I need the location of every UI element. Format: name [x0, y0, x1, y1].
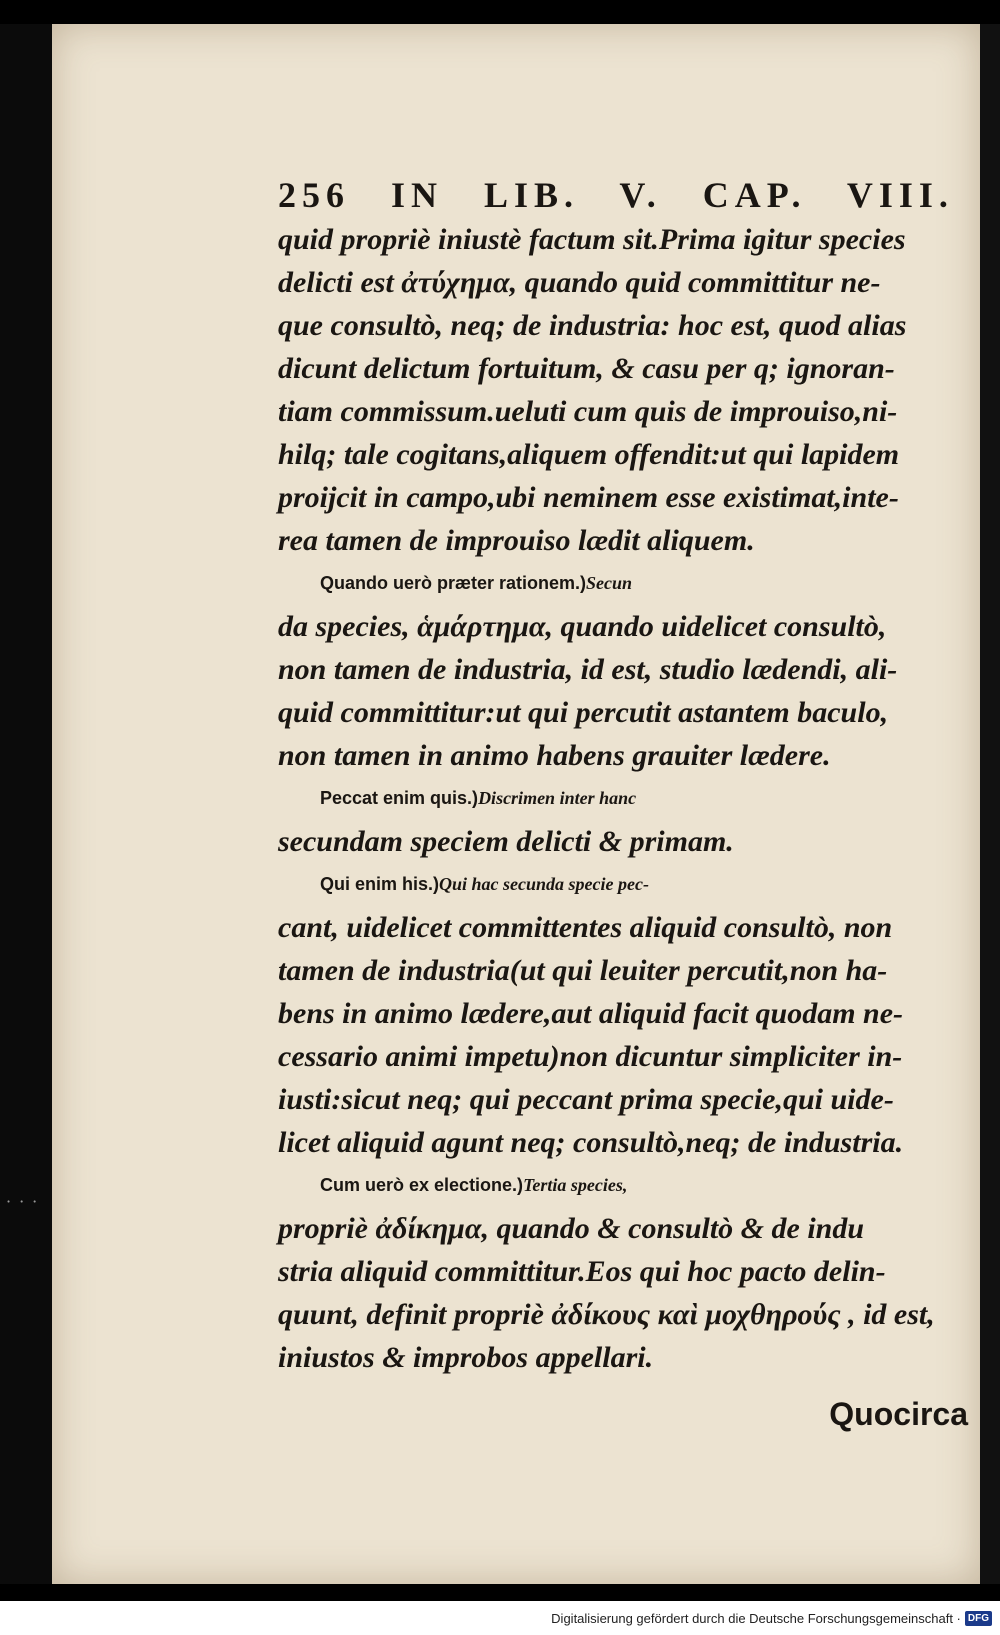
line-text: Qui hac secunda specie pec-	[439, 874, 649, 894]
line-text: hilq; tale cogitans,aliquem offendit:ut qui lapidem	[278, 438, 900, 471]
text-line	[278, 562, 978, 605]
line-text: proijcit in campo,ubi neminem esse existimat,inte-	[278, 481, 899, 514]
line-text: quid committitur:ut qui percutit astantem baculo,	[278, 696, 889, 729]
line-text: bens in animo lædere,aut aliquid facit quodam ne-	[278, 997, 904, 1030]
line-text: tamen de industria(ut qui leuiter percutit,non ha-	[278, 954, 888, 987]
running-header	[278, 174, 978, 216]
line-text: delicti est ἀτύχημα, quando quid committitur ne-	[278, 266, 881, 299]
line-text: Secun	[586, 573, 633, 593]
line-text: quid propriè iniustè factum sit.Prima igitur species	[278, 223, 906, 256]
text-line	[278, 906, 978, 949]
line-text: licet aliquid agunt neq; consultò,neq; de industria.	[278, 1126, 904, 1159]
text-line	[278, 648, 978, 691]
text-line	[278, 734, 978, 777]
text-line	[278, 1250, 978, 1293]
header-in: IN	[391, 175, 444, 215]
lemma: Qui enim his.)	[320, 874, 440, 894]
text-line	[278, 1121, 978, 1164]
text-line	[278, 476, 978, 519]
text-line	[278, 1293, 978, 1336]
lemma: Quando uerò præter rationem.)	[320, 573, 587, 593]
text-line	[278, 820, 978, 863]
header-chapter: VIII.	[846, 175, 954, 215]
catchword: Quocirca	[829, 1396, 968, 1432]
line-text: iniustos & improbos appellari.	[278, 1341, 654, 1374]
text-line	[278, 1164, 978, 1207]
text-line	[278, 347, 978, 390]
text-line	[278, 992, 978, 1035]
text-line	[278, 390, 978, 433]
line-text: que consultò, neq; de industria: hoc est, quod alias	[278, 309, 907, 342]
text-line	[278, 1336, 978, 1379]
header-cap: CAP.	[702, 175, 807, 215]
lemma: Cum uerò ex electione.)	[320, 1175, 524, 1195]
page-gutter	[0, 24, 52, 1584]
text-body	[278, 218, 978, 1379]
text-line	[278, 1035, 978, 1078]
digitization-footer	[0, 1601, 1000, 1635]
line-text: non tamen in animo habens grauiter lædere.	[278, 739, 831, 772]
line-text: stria aliquid committitur.Eos qui hoc pacto delin-	[278, 1255, 886, 1288]
line-text: non tamen de industria, id est, studio lædendi, ali-	[278, 653, 898, 686]
line-text: dicunt delictum fortuitum, & casu per q; ignoran-	[278, 352, 895, 385]
line-text: cessario animi impetu)non dicuntur simpliciter in-	[278, 1040, 903, 1073]
lemma: Peccat enim quis.)	[320, 788, 479, 808]
line-text: propriè ἀδίκημα, quando & consultò & de indu	[278, 1212, 865, 1245]
text-line	[278, 261, 978, 304]
line-text: iusti:sicut neq; qui peccant prima specie,qui uide-	[278, 1083, 894, 1116]
text-line	[278, 949, 978, 992]
line-text: da species, ἁμάρτημα, quando uidelicet consultò,	[278, 610, 887, 643]
text-line	[278, 519, 978, 562]
line-text: quunt, definit propriè ἀδίκους καὶ μοχθηρούς , id est,	[278, 1298, 935, 1331]
header-book: V.	[619, 175, 662, 215]
text-line	[278, 218, 978, 261]
text-line	[278, 1207, 978, 1250]
line-text: rea tamen de improuiso lædit aliquem.	[278, 524, 755, 557]
text-line	[278, 304, 978, 347]
line-text: secundam speciem delicti & primam.	[278, 825, 734, 858]
footer-text: Digitalisierung gefördert durch die Deutsche Forschungsgemeinschaft ·	[551, 1610, 961, 1626]
header-lib: LIB.	[484, 175, 580, 215]
page-edge	[980, 24, 1000, 1584]
text-line	[278, 1078, 978, 1121]
text-line	[278, 605, 978, 648]
page-number: 256	[278, 175, 350, 215]
text-line	[278, 433, 978, 476]
line-text: Tertia species,	[523, 1175, 628, 1195]
text-line	[278, 777, 978, 820]
line-text: Discrimen inter hanc	[478, 788, 637, 808]
line-text: cant, uidelicet committentes aliquid consultò, non	[278, 911, 893, 944]
line-text: tiam commissum.ueluti cum quis de improuiso,ni-	[278, 395, 898, 428]
dfg-logo: DFG	[965, 1611, 992, 1626]
page-text	[278, 174, 978, 1439]
gutter-marks: ···	[6, 1192, 46, 1211]
text-line	[278, 691, 978, 734]
text-line	[278, 863, 978, 906]
book-page	[6, 24, 980, 1584]
